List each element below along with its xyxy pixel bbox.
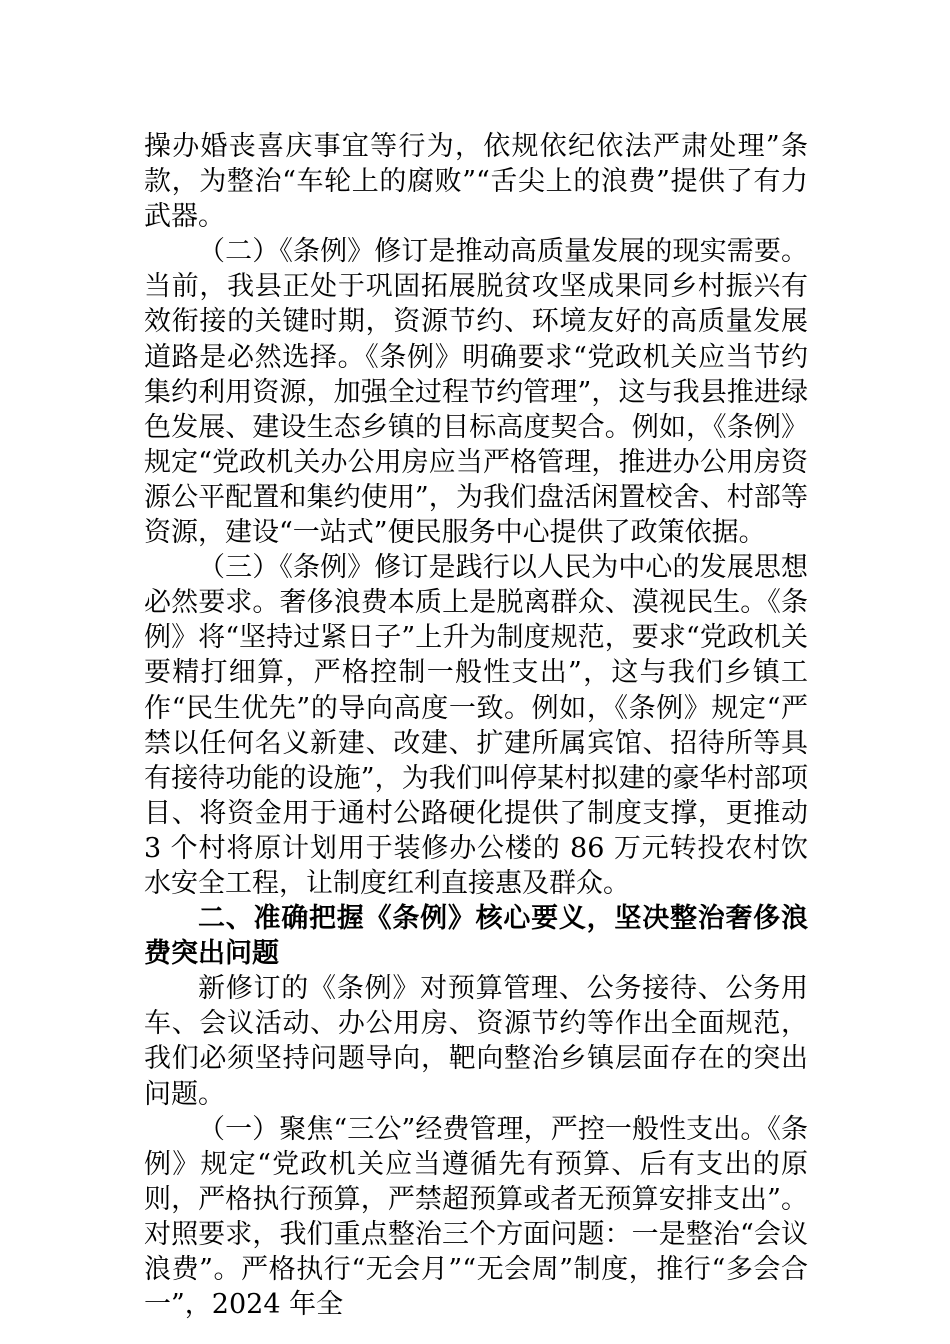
paragraph-section-2: （二）《条例》修订是推动高质量发展的现实需要。当前，我县正处于巩固拓展脱贫攻坚成果同乡村振兴有效衔接的关键时期，资源节约、环境友好的高质量发展道路是必然选择。《条例》明确要求“党政机关应当节约集约利用资源，加强全过程节约管理”，这与我县推进绿色发展、建设生态乡镇的目标高度契合。例如，《条例》规定“党政机关办公用房应当严格管理，推进办公用房资源公平配置和集约使用”，为我们盘活闲置校舍、村部等资源，建设“一站式”便民服务中心提供了政策依据。 [144,236,808,549]
paragraph-section-3: （三）《条例》修订是践行以人民为中心的发展思想必然要求。奢侈浪费本质上是脱离群众、漠视民生。《条例》将“坚持过紧日子”上升为制度规范，要求“党政机关要精打细算，严格控制一般性支出”，这与我们乡镇工作“民生优先”的导向高度一致。例如，《条例》规定“严禁以任何名义新建、改建、扩建所属宾馆、招待所等具有接待功能的设施”，为我们叫停某村拟建的豪华村部项目、将资金用于通村公路硬化提供了制度支撑，更推动 3 个村将原计划用于装修办公楼的 86 万元转投农村饮水安全工程，让制度红利直接惠及群众。 [144,552,808,899]
section-heading: 二、准确把握《条例》核心要义，坚决整治奢侈浪费突出问题 [144,903,808,970]
document-body [144,129,808,1322]
paragraph-intro: 新修订的《条例》对预算管理、公务接待、公务用车、会议活动、办公用房、资源节约等作出全面规范，我们必须坚持问题导向，靶向整治乡镇层面存在的突出问题。 [144,973,808,1110]
paragraph-continuation: 操办婚丧喜庆事宜等行为，依规依纪依法严肃处理”条款，为整治“车轮上的腐败”“舌尖上的浪费”提供了有力武器。 [144,131,808,233]
paragraph-subsection-1: （一）聚焦“三公”经费管理，严控一般性支出。《条例》规定“党政机关应当遵循先有预算、后有支出的原则，严格执行预算，严禁超预算或者无预算安排支出”。对照要求，我们重点整治三个方面问题：一是整治“会议浪费”。严格执行“无会月”“无会周”制度，推行“多会合一”，2024 年全 [144,1113,808,1321]
